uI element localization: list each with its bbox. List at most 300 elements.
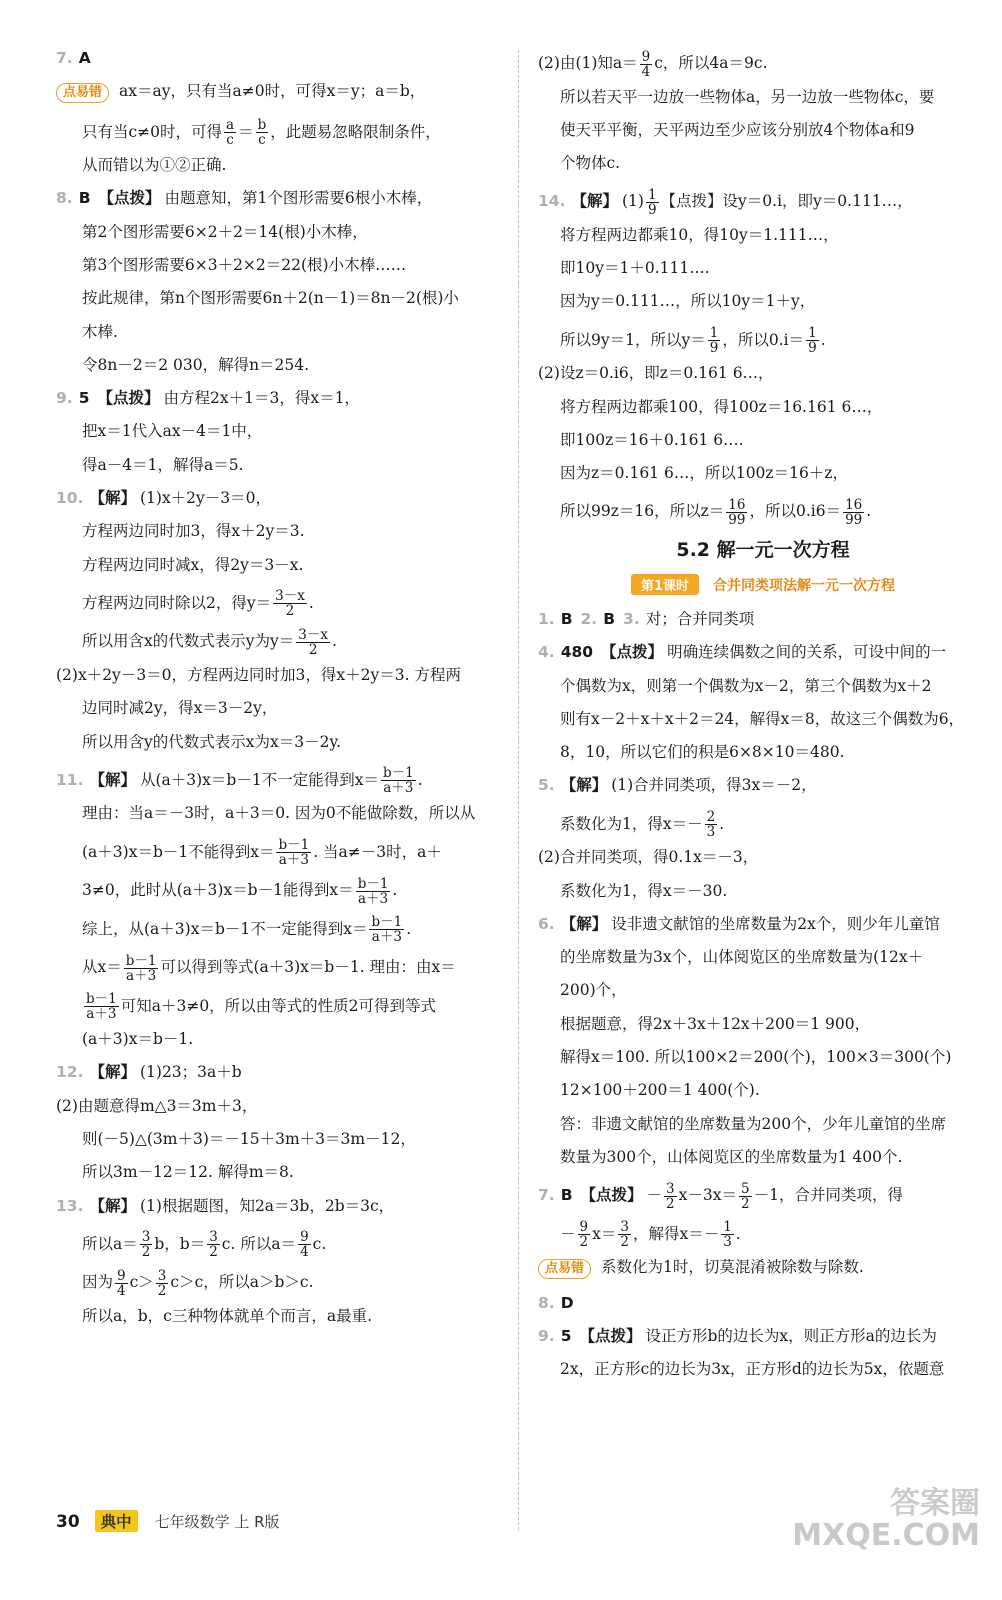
text: 根据题意，得2x＋3x＋12x＋200＝1 900， [560,1014,871,1033]
text: . [331,632,337,651]
text: 从而错以为①②正确. [82,156,227,175]
fraction-denominator: 9 [808,340,817,357]
question-number: 7. [56,49,73,67]
fraction [708,326,721,355]
text-line [538,914,988,934]
text: b，b＝ [154,1234,206,1253]
text: 第3个图形需要6×3＋2×2＝22(根)小木棒…… [82,255,407,274]
text-line [538,980,988,1000]
text: 2x，正方形c的边长为3x，正方形d的边长为5x，依题意 [560,1360,945,1379]
fraction [664,1182,677,1211]
fraction-denominator: 2 [620,1234,629,1251]
fraction [843,498,864,527]
text: 方程两边同时加3，得x＋2y＝3. [82,522,305,541]
solution-tag: 【解】 [571,192,618,211]
question-number: 10. [56,489,84,508]
brand-logo: 典中 [95,1510,138,1532]
text-line [56,1306,501,1326]
solution-tag: 【点拨】 [579,1326,642,1345]
question-number: 7. [538,1186,555,1205]
text: (2)x＋2y－3＝0，方程两边同时加3，得x＋2y＝3. 方程两 [56,665,461,684]
text-line [538,775,988,795]
fraction [84,992,119,1021]
text: (2)由题意得m△3＝3m＋3， [56,1096,258,1115]
text-line [56,588,501,619]
fraction-denominator: a＋3 [371,929,402,946]
text-line [538,642,988,662]
fraction-numerator: b－1 [278,837,310,854]
fraction [618,1220,631,1249]
fraction [207,1230,220,1259]
solution-tag: 【点拨】 [580,1186,643,1205]
text: 因为y＝0.111…，所以10y＝1＋y， [560,292,816,311]
text-line [538,1293,988,1313]
page-footer [56,1510,280,1532]
text: 即100z＝16＋0.161 6…. [560,430,744,449]
watermark-line1: 答案圈 [890,1486,980,1521]
text: ，此题易忽略限制条件， [270,122,441,141]
fraction-numerator: 1 [647,186,657,203]
text-line [538,676,988,696]
question-number: 14. [538,192,566,211]
text: (2)设z＝0.i6，即z＝0.161 6…， [538,364,774,383]
fraction-numerator: 9 [579,1219,589,1236]
fraction [721,1220,734,1249]
fraction-denominator: 99 [728,511,746,528]
section-title: 5.2 解一元一次方程 [676,538,850,561]
text-line [56,455,501,475]
text-line [56,48,501,68]
fraction-numerator: 16 [728,496,746,513]
question-number: 5. [538,776,555,795]
fraction [140,1230,153,1259]
fraction-numerator: 5 [741,1180,750,1197]
text-line [538,1114,988,1134]
solution-tag: 【解】 [560,776,608,795]
fraction [806,326,819,355]
text: (2)由(1)知a＝ [538,54,638,72]
page-number: 30 [56,1512,80,1532]
text-line [538,881,988,901]
fraction [646,188,659,217]
text-line [538,742,988,762]
text: (1)23；3a＋b [139,1063,242,1082]
answer: D [560,1293,574,1312]
text: 将方程两边都乘10，得10y＝1.111…， [560,225,839,244]
text: 系数化为1时，切莫混淆被除数与除数. [601,1258,864,1277]
text-line [56,555,501,575]
text: 的坐席数量为3x个，山体阅览区的坐席数量为(12x＋ [560,948,924,967]
text-line [538,1047,988,1067]
text: 把x＝1代入ax－4＝1中， [82,422,263,441]
text: ，解得x＝－ [632,1224,720,1243]
text: . 当a≠－3时，a＋ [313,842,442,861]
text-line [56,914,501,945]
text-line [538,1180,988,1211]
text-line [538,609,988,629]
text-line [56,521,501,541]
fraction-denominator: 4 [117,1282,126,1299]
fraction-numerator: 3 [157,1267,167,1284]
text: 系数化为1，得x＝－ [560,814,703,833]
text-line [56,388,501,408]
text-line [538,48,988,79]
fraction-numerator: b－1 [371,914,403,931]
fraction-numerator: 9 [117,1267,126,1284]
solution-tag: 【点拨】 [97,389,160,408]
text-line [538,1147,988,1167]
text: 因为 [82,1273,114,1292]
watermark-line2: MXQE.COM [792,1518,980,1553]
text: 系数化为1，得x＝－30. [560,881,728,900]
text: 由方程2x＋1＝3，得x＝1， [163,389,360,408]
text: 解得x＝100. 所以100×2＝200(个)，100×3＝300(个) [560,1048,952,1067]
fraction-numerator: 3 [141,1229,151,1246]
text-line [538,809,988,840]
text: (1)x＋2y－3＝0， [139,489,272,508]
text-line [538,1359,988,1379]
text-line [56,1196,501,1216]
fraction [224,118,236,147]
text: 3≠0，此时从(a＋3)x＝b－1能得到x＝ [82,881,354,900]
text-line [56,803,501,823]
text-line [56,255,501,275]
text-line [538,1219,988,1250]
text: (2)合并同类项，得0.1x＝－3， [538,848,759,867]
text: ax＝ay，只有当a≠0时，可得x＝y；a＝b， [119,82,426,101]
text: 使天平平衡，天平两边至少应该分别放4个物体a和9 [560,120,915,139]
fraction-numerator: 1 [808,325,817,342]
text: c＞c，所以a＞b＞c. [170,1273,314,1292]
fraction-numerator: b－1 [357,875,389,892]
text: 数量为300个，山体阅览区的坐席数量为1 400个. [560,1147,903,1166]
text: 200)个， [560,981,627,1000]
right-column [538,48,988,1392]
question-number: 8. [538,1293,555,1312]
text: . [308,593,314,612]
text: . [417,770,423,789]
question-number: 2. [580,609,598,628]
question-number: 11. [56,770,84,789]
text: 边同时减2y，得x＝3－2y， [82,699,278,718]
fraction-denominator: 2 [209,1244,218,1261]
text: 答：非遗文献馆的坐席数量为200个，少年儿童馆的坐席 [560,1114,947,1133]
text-line [56,155,501,175]
text: － [646,1186,663,1205]
fraction-denominator: 9 [647,201,657,218]
text: 方程两边同时除以2，得y＝ [82,593,272,612]
text: 按此规律，第n个图形需要6n＋2(n－1)＝8n－2(根)小 [82,289,459,308]
text-line [538,291,988,311]
text: (1) [621,192,644,211]
text: 【点拨】设y＝0.i，即y＝0.111…， [660,192,913,211]
fraction [296,628,330,657]
question-number: 12. [56,1063,84,1082]
fraction [124,954,159,983]
text-line [538,1257,988,1279]
text: (a＋3)x＝b－1. [82,1030,194,1049]
fraction-denominator: a＋3 [86,1006,117,1023]
text-line [538,463,988,483]
fraction [156,1269,169,1298]
text-line [56,952,501,983]
question-number: 13. [56,1196,84,1215]
fraction-denominator: 2 [308,641,318,658]
text-line [56,1096,501,1116]
text: 个物体c. [560,154,621,173]
fraction-denominator: 2 [579,1234,589,1251]
text: 得a－4＝1，解得a＝5. [82,455,244,474]
answer: B [560,609,573,628]
fraction-numerator: 1 [723,1219,732,1236]
text-line [56,1129,501,1149]
fraction-denominator: a＋3 [383,780,414,797]
lesson-title: 合并同类项法解一元一次方程 [713,577,896,594]
text-line [56,875,501,906]
text: 设正方形b的边长为x，则正方形a的边长为 [645,1326,937,1345]
text: . [735,1224,741,1243]
text: 从x＝ [82,958,122,977]
text: 所以9y＝1，所以y＝ [560,330,706,349]
fraction-denominator: a＋3 [357,890,389,907]
fraction [356,877,391,906]
text-line [538,430,988,450]
text: 综上，从(a＋3)x＝b－1不一定能得到x＝ [82,919,368,938]
fraction-denominator: 2 [141,1244,151,1261]
fraction [705,810,718,839]
solution-tag: 【解】 [89,1196,136,1215]
question-number: 6. [538,914,555,933]
watermark [792,1488,980,1552]
fraction [298,1230,311,1259]
column-divider [518,50,519,1530]
text: 所以99z＝16，所以z＝ [560,502,725,521]
text: 12×100＋200＝1 400(个). [560,1081,760,1100]
fraction-numerator: 3 [666,1180,675,1197]
fraction-numerator: b [257,117,267,134]
fraction-denominator: a＋3 [126,967,157,984]
question-number: 8. [56,189,73,208]
text-line [56,288,501,308]
fraction [256,118,269,147]
text: c. 所以a＝ [221,1234,297,1253]
question-number: 9. [538,1326,555,1345]
text-line [538,258,988,278]
text: －1，合并同类项，得 [753,1186,903,1205]
text: 所以a，b，c三种物体就单个而言，a最重. [82,1306,373,1325]
text: c，所以4a＝9c. [654,54,768,72]
fraction-numerator: 9 [300,1229,309,1246]
answer: A [78,49,91,67]
text-line [56,1229,501,1260]
fraction-denominator: 9 [709,340,719,357]
fraction [578,1220,591,1249]
text: (1)根据题图，知2a＝3b，2b＝3c， [139,1196,395,1215]
text-line [538,397,988,417]
text: 方程两边同时减x，得2y＝3－x. [82,555,304,574]
answer: 5 [78,389,90,408]
text: 所以用含x的代数式表示y为y＝ [82,632,295,651]
fraction-numerator: 3－x [275,588,305,605]
fraction-numerator: 16 [845,496,863,513]
fraction [369,915,404,944]
answer: 5 [560,1326,572,1345]
text: ，所以0.i＝ [722,330,805,349]
text: 8，10，所以它们的积是6×8×10＝480. [560,743,845,762]
text: － [560,1224,576,1243]
text: c. [312,1234,327,1253]
fraction-denominator: 99 [845,511,863,528]
text: . [719,814,725,833]
text-line [56,626,501,657]
text: 可知a＋3≠0，所以由等式的性质2可得到等式 [120,996,437,1015]
fraction-denominator: 2 [666,1195,675,1212]
text-line [56,837,501,868]
text-line [56,81,501,103]
solution-tag: 【点拨】 [98,189,161,208]
answer: B [78,189,91,208]
error-hint-badge: 点易错 [538,1259,591,1279]
text: 因为z＝0.161 6…，所以100z＝16＋z， [560,464,848,483]
lesson-badge: 第1课时 [631,574,699,595]
text: . [866,502,872,521]
text: ，所以0.i6＝ [749,502,842,521]
text-line [538,1080,988,1100]
text-line [56,117,501,148]
text: 令8n－2＝2 030，解得n＝254. [82,355,310,374]
lesson-header [538,574,988,595]
fraction [381,766,416,795]
fraction [726,498,747,527]
fraction-denominator: c [226,132,234,149]
question-number: 1. [538,609,555,628]
text-line [538,496,988,527]
text-line [56,698,501,718]
text: 从(a＋3)x＝b－1不一定能得到x＝ [139,770,379,789]
fraction-numerator: 3 [620,1219,629,1236]
text-line [538,225,988,245]
text-line [56,322,501,342]
fraction-numerator: 1 [709,325,719,342]
fraction-numerator: 9 [641,48,651,65]
text-line [56,222,501,242]
text-line [538,363,988,383]
fraction [739,1182,752,1211]
solution-tag: 【解】 [89,770,136,789]
text-line [56,665,501,685]
text: 则有x－2＋x＋x＋2＝24，解得x＝8，故这三个偶数为6， [560,709,965,728]
text-line [538,1014,988,1034]
text-line [56,355,501,375]
fraction-denominator: 3 [723,1234,732,1251]
text-line [56,1162,501,1182]
fraction-numerator: 3 [209,1229,218,1246]
fraction-denominator: 4 [641,63,651,80]
text-line [56,1267,501,1298]
fraction-denominator: c [258,132,266,149]
text: (1)合并同类项，得3x＝－2， [611,776,817,795]
text: 对；合并同类项 [645,609,755,628]
question-number: 4. [538,643,555,662]
text: 所以若天平一边放一些物体a，另一边放一些物体c，要 [560,87,935,106]
fraction-denominator: 2 [157,1282,167,1299]
text: 则(－5)△(3m＋3)＝－15＋3m＋3＝3m－12， [82,1130,416,1149]
solution-tag: 【解】 [560,914,608,933]
fraction-numerator: b－1 [125,952,157,969]
text: x＝ [592,1224,617,1243]
question-number: 9. [56,389,73,408]
text: . [820,330,826,349]
fraction-numerator: b－1 [382,765,414,782]
text: 个偶数为x，则第一个偶数为x－2，第三个偶数为x＋2 [560,676,932,695]
answer: B [603,609,616,628]
text-line [56,765,501,796]
text-line [538,120,988,140]
answer: 480 [560,643,594,662]
text-line [538,1326,988,1346]
fraction-denominator: a＋3 [278,852,309,869]
text: 第2个图形需要6×2＋2＝14(根)小木棒， [82,222,368,241]
text-line [538,325,988,356]
solution-tag: 【点拨】 [601,643,664,662]
text-line [56,1062,501,1082]
solution-tag: 【解】 [89,1063,136,1082]
text: . [392,881,398,900]
text-line [538,947,988,967]
text: 明确连续偶数之间的关系，可设中间的一 [667,643,947,662]
fraction-numerator: 3－x [298,626,328,643]
error-hint-badge: 点易错 [56,83,109,103]
text: x－3x＝ [678,1186,737,1205]
text: (a＋3)x＝b－1不能得到x＝ [82,842,275,861]
text-line [56,991,501,1022]
fraction-numerator: 2 [706,809,716,826]
text: 所以用含y的代数式表示x为x＝3－2y. [82,732,342,751]
text: 只有当c≠0时，可得 [82,122,223,141]
text: 由题意知，第1个图形需要6根小木棒， [164,189,433,208]
fraction-numerator: b－1 [86,991,117,1008]
text: . [406,919,412,938]
text: 将方程两边都乘100，得100z＝16.161 6…， [560,397,883,416]
text: c＞ [129,1273,154,1292]
text: 理由：当a＝－3时，a＋3＝0. 因为0不能做除数，所以从 [82,804,476,823]
fraction-denominator: 3 [706,824,716,841]
text: 即10y＝1＋0.111…. [560,259,710,278]
fraction-denominator: 4 [300,1244,309,1261]
fraction-denominator: 2 [285,603,295,620]
text-line [56,1029,501,1049]
text-line [56,421,501,441]
text-line [56,488,501,508]
fraction [276,838,311,867]
text: 所以3m－12＝12. 解得m＝8. [82,1163,294,1182]
text-line [538,87,988,107]
text-line [56,732,501,752]
text: 木棒. [82,322,118,341]
fraction [640,50,653,79]
solution-tag: 【解】 [89,489,136,508]
book-title: 七年级数学 上 R版 [154,1513,280,1531]
left-column [56,48,501,1339]
text: ＝ [238,122,254,141]
fraction-denominator: 2 [741,1195,750,1212]
text: 可以得到等式(a＋3)x＝b－1. 理由：由x＝ [160,958,456,977]
text-line [538,153,988,173]
text-line [538,847,988,867]
answer: B [560,1186,573,1205]
fraction [273,589,307,618]
question-number: 3. [623,609,640,628]
